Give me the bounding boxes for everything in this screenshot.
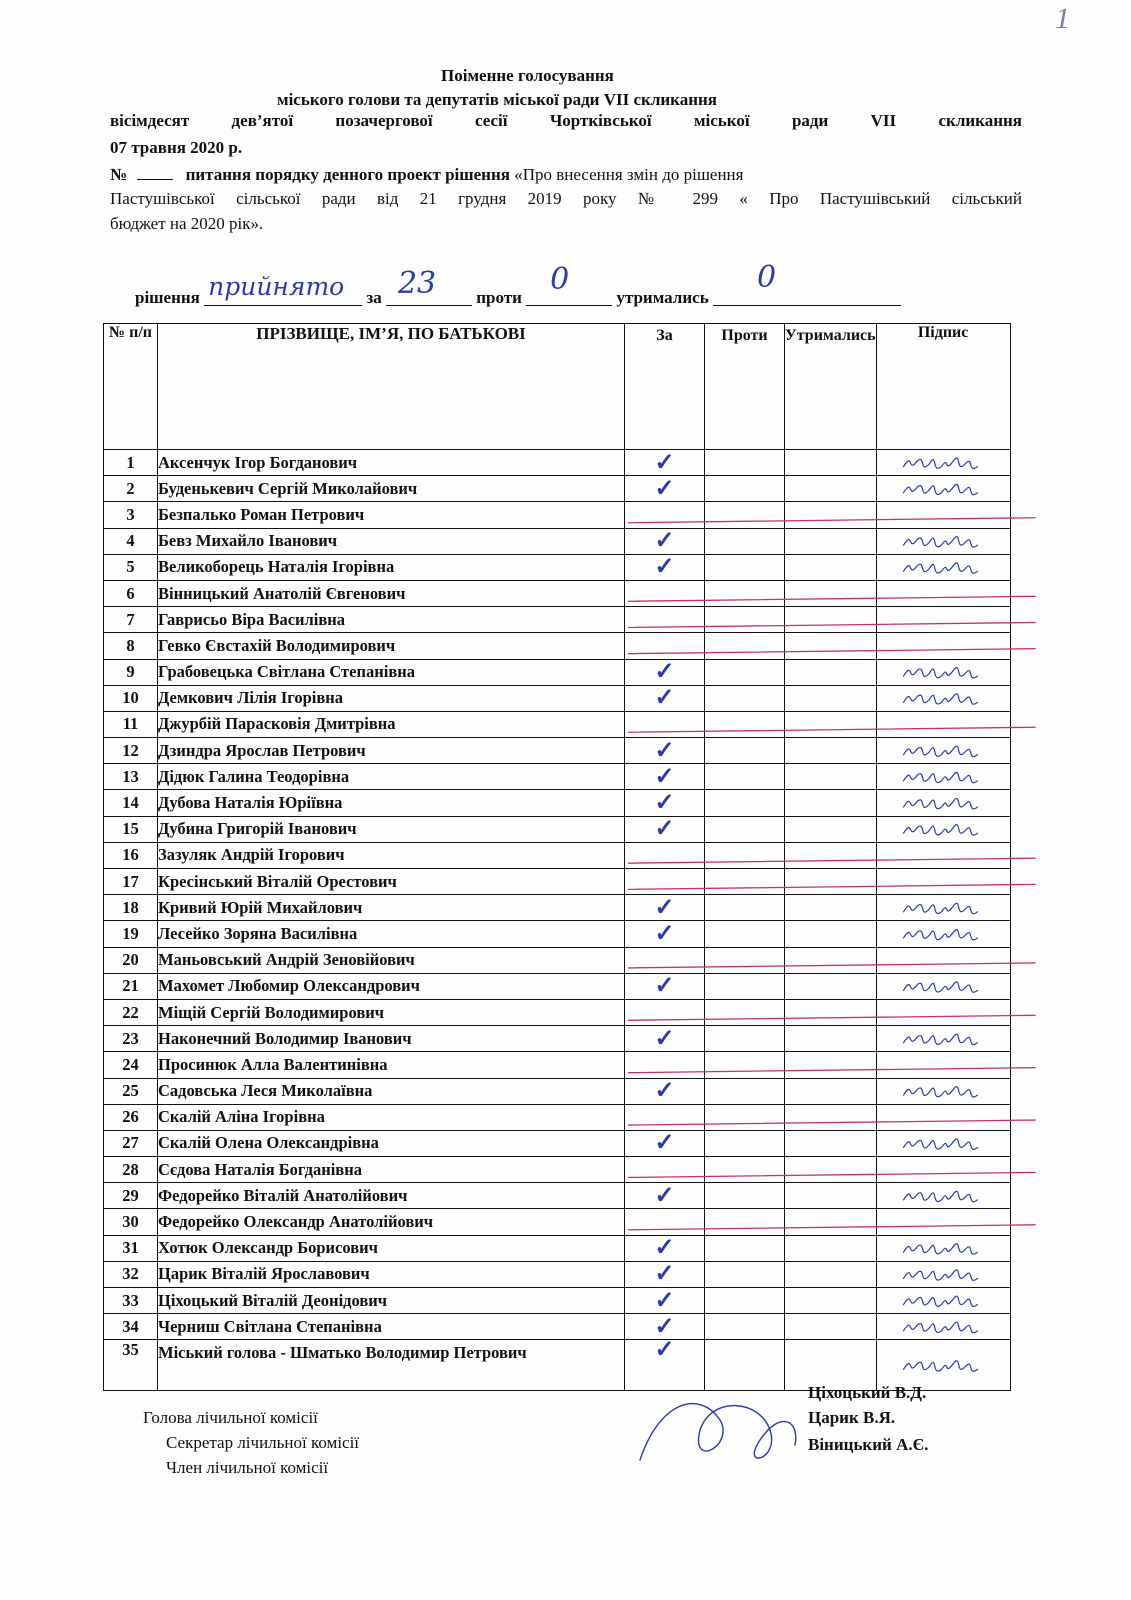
row-name: Скалій Олена Олександрівна: [158, 1130, 625, 1156]
row-vote-for: [625, 947, 705, 973]
row-vote-abstained: [785, 450, 877, 476]
row-vote-against: [705, 1183, 785, 1209]
row-vote-for: ✓: [625, 528, 705, 554]
abstained-count-value: 0: [756, 260, 777, 295]
row-vote-against: [705, 869, 785, 895]
row-vote-abstained: [785, 790, 877, 816]
row-vote-abstained: [785, 1261, 877, 1287]
row-vote-for: ✓: [625, 973, 705, 999]
row-name: Дзиндра Ярослав Петрович: [158, 738, 625, 764]
row-name: Федорейко Олександр Анатолійович: [158, 1209, 625, 1235]
row-name: Безпалько Роман Петрович: [158, 502, 625, 528]
row-name: Грабовецька Світлана Степанівна: [158, 659, 625, 685]
row-signature: [876, 476, 1010, 502]
header-signature: Підпис: [876, 324, 1010, 450]
table-row: [104, 1104, 1011, 1130]
row-vote-abstained: [785, 528, 877, 554]
table-row: [104, 869, 1011, 895]
table-row: [104, 842, 1011, 868]
row-vote-for: ✓: [625, 1078, 705, 1104]
row-vote-for: [625, 711, 705, 737]
row-number: 23: [104, 1026, 158, 1052]
row-vote-abstained: [785, 816, 877, 842]
abstained-label: утримались: [616, 288, 709, 307]
row-signature: [876, 1052, 1010, 1078]
row-vote-for: [625, 607, 705, 633]
decision-label: рішення: [135, 288, 200, 307]
row-vote-abstained: [785, 1314, 877, 1340]
agenda-number-label: №: [110, 165, 128, 184]
row-number: 28: [104, 1157, 158, 1183]
table-row: [104, 633, 1011, 659]
row-vote-against: [705, 999, 785, 1025]
table-row: [104, 607, 1011, 633]
table-row: [104, 659, 1011, 685]
table-row: [104, 580, 1011, 606]
row-number: 6: [104, 580, 158, 606]
row-vote-abstained: [785, 1052, 877, 1078]
agenda-number-blank: [137, 179, 173, 180]
row-vote-for: ✓: [625, 738, 705, 764]
row-vote-against: [705, 1340, 785, 1391]
row-vote-abstained: [785, 607, 877, 633]
row-vote-for: ✓: [625, 450, 705, 476]
row-vote-against: [705, 1078, 785, 1104]
row-vote-against: [705, 1261, 785, 1287]
decision-line: [135, 260, 1015, 308]
row-signature: [876, 764, 1010, 790]
row-number: 9: [104, 659, 158, 685]
row-vote-abstained: [785, 842, 877, 868]
row-number: 20: [104, 947, 158, 973]
row-signature: [876, 1314, 1010, 1340]
table-row: [104, 528, 1011, 554]
row-vote-for: [625, 502, 705, 528]
session-date: 07 травня 2020 р.: [110, 138, 243, 157]
table-row: [104, 502, 1011, 528]
commission-signature: [640, 1404, 796, 1460]
row-vote-abstained: [785, 1130, 877, 1156]
secretary-label: Секретар лічильної комісії: [166, 1433, 360, 1452]
row-vote-for: [625, 1104, 705, 1130]
row-vote-against: [705, 738, 785, 764]
row-vote-against: [705, 1314, 785, 1340]
row-vote-abstained: [785, 1078, 877, 1104]
row-name: Кривий Юрій Михайлович: [158, 895, 625, 921]
row-signature: [876, 685, 1010, 711]
table-row: [104, 973, 1011, 999]
row-vote-for: ✓: [625, 764, 705, 790]
row-signature: [876, 580, 1010, 606]
table-row: [104, 476, 1011, 502]
row-vote-against: [705, 790, 785, 816]
row-name: Скалій Аліна Ігорівна: [158, 1104, 625, 1130]
row-number: 10: [104, 685, 158, 711]
row-vote-abstained: [785, 685, 877, 711]
row-signature: [876, 1235, 1010, 1261]
row-vote-abstained: [785, 999, 877, 1025]
table-row: [104, 1209, 1011, 1235]
against-count-value: 0: [550, 262, 570, 297]
row-vote-against: [705, 1130, 785, 1156]
row-vote-for: ✓: [625, 816, 705, 842]
row-vote-for: ✓: [625, 790, 705, 816]
row-number: 8: [104, 633, 158, 659]
decision-result-field: [204, 272, 362, 306]
row-signature: [876, 816, 1010, 842]
row-vote-for: ✓: [625, 476, 705, 502]
row-number: 16: [104, 842, 158, 868]
header-name: ПРІЗВИЩЕ, ІМ’Я, ПО БАТЬКОВІ: [158, 324, 625, 450]
row-vote-for: [625, 633, 705, 659]
table-row: [104, 790, 1011, 816]
session-line: вісімдесят дев’ятої позачергової сесії Чортківської міської ради VII скликання: [110, 111, 1022, 130]
row-vote-against: [705, 554, 785, 580]
row-name: Бевз Михайло Іванович: [158, 528, 625, 554]
row-signature: [876, 1288, 1010, 1314]
against-label: проти: [476, 288, 522, 307]
row-signature: [876, 554, 1010, 580]
row-signature: [876, 947, 1010, 973]
row-vote-abstained: [785, 895, 877, 921]
row-vote-abstained: [785, 1157, 877, 1183]
row-vote-abstained: [785, 1026, 877, 1052]
row-name: Дубова Наталія Юріївна: [158, 790, 625, 816]
row-name: Садовська Леся Миколаївна: [158, 1078, 625, 1104]
row-signature: [876, 659, 1010, 685]
table-row: [104, 1052, 1011, 1078]
table-row: [104, 1026, 1011, 1052]
row-vote-against: [705, 947, 785, 973]
table-row: [104, 450, 1011, 476]
row-number: 33: [104, 1288, 158, 1314]
row-number: 14: [104, 790, 158, 816]
row-signature: [876, 528, 1010, 554]
row-vote-for: ✓: [625, 1235, 705, 1261]
row-vote-against: [705, 1104, 785, 1130]
row-vote-for: ✓: [625, 1340, 705, 1391]
row-name: Черниш Світлана Степанівна: [158, 1314, 625, 1340]
row-vote-against: [705, 607, 785, 633]
row-signature: [876, 842, 1010, 868]
row-number: 18: [104, 895, 158, 921]
row-vote-against: [705, 528, 785, 554]
agenda-line: [110, 165, 1022, 185]
member-name: Віницький А.Є.: [808, 1435, 929, 1454]
row-vote-against: [705, 1235, 785, 1261]
row-number: 25: [104, 1078, 158, 1104]
row-signature: [876, 1026, 1010, 1052]
for-count-field: [386, 266, 472, 306]
row-vote-for: ✓: [625, 1314, 705, 1340]
row-vote-against: [705, 1157, 785, 1183]
table-row: [104, 1235, 1011, 1261]
row-number: 5: [104, 554, 158, 580]
row-vote-abstained: [785, 633, 877, 659]
vote-table: [103, 323, 1011, 1391]
row-name: Федорейко Віталій Анатолійович: [158, 1183, 625, 1209]
row-name: Просинюк Алла Валентинівна: [158, 1052, 625, 1078]
row-vote-abstained: [785, 659, 877, 685]
document-subtitle: міського голови та депутатів міської ради VII скликання: [277, 90, 717, 109]
vote-table-body: [104, 450, 1011, 1391]
table-row: [104, 895, 1011, 921]
row-vote-abstained: [785, 711, 877, 737]
row-vote-abstained: [785, 1183, 877, 1209]
row-vote-against: [705, 1026, 785, 1052]
row-number: 4: [104, 528, 158, 554]
row-name: Лесейко Зоряна Василівна: [158, 921, 625, 947]
row-number: 27: [104, 1130, 158, 1156]
table-row: [104, 921, 1011, 947]
row-number: 19: [104, 921, 158, 947]
header-abstained: Утримались: [785, 324, 877, 450]
header-for: За: [625, 324, 705, 450]
row-vote-abstained: [785, 1209, 877, 1235]
row-name: Дубина Григорій Іванович: [158, 816, 625, 842]
row-vote-against: [705, 450, 785, 476]
row-name: Зазуляк Андрій Ігорович: [158, 842, 625, 868]
row-number: 7: [104, 607, 158, 633]
row-vote-for: [625, 580, 705, 606]
row-vote-abstained: [785, 973, 877, 999]
row-name: Демкович Лілія Ігорівна: [158, 685, 625, 711]
row-number: 35: [104, 1340, 158, 1391]
chair-label: Голова лічильної комісії: [143, 1408, 318, 1427]
row-vote-for: [625, 1052, 705, 1078]
row-vote-against: [705, 973, 785, 999]
row-number: 3: [104, 502, 158, 528]
row-number: 17: [104, 869, 158, 895]
row-number: 24: [104, 1052, 158, 1078]
row-number: 11: [104, 711, 158, 737]
row-signature: [876, 711, 1010, 737]
secretary-name: Царик В.Я.: [808, 1408, 896, 1427]
row-number: 21: [104, 973, 158, 999]
for-label: за: [366, 288, 382, 307]
row-number: 1: [104, 450, 158, 476]
row-signature: [876, 1104, 1010, 1130]
row-signature: [876, 607, 1010, 633]
row-vote-for: [625, 842, 705, 868]
row-signature: [876, 738, 1010, 764]
row-signature: [876, 999, 1010, 1025]
row-vote-against: [705, 842, 785, 868]
row-name: Джурбій Парасковія Дмитрівна: [158, 711, 625, 737]
row-vote-for: ✓: [625, 1026, 705, 1052]
row-vote-abstained: [785, 1235, 877, 1261]
row-vote-against: [705, 580, 785, 606]
document-title: Поіменне голосування: [441, 66, 614, 85]
row-vote-for: ✓: [625, 1261, 705, 1287]
row-number: 12: [104, 738, 158, 764]
row-vote-against: [705, 895, 785, 921]
table-row: [104, 1078, 1011, 1104]
row-name: Міський голова - Шматько Володимир Петрович: [158, 1340, 625, 1391]
row-signature: [876, 1183, 1010, 1209]
header-against: Проти: [705, 324, 785, 450]
row-vote-abstained: [785, 1288, 877, 1314]
table-row: [104, 1314, 1011, 1340]
row-vote-against: [705, 502, 785, 528]
row-name: Міщій Сергій Володимирович: [158, 999, 625, 1025]
row-number: 26: [104, 1104, 158, 1130]
row-name: Буденькевич Сергій Миколайович: [158, 476, 625, 502]
row-vote-abstained: [785, 554, 877, 580]
row-vote-against: [705, 633, 785, 659]
abstained-count-field: [713, 260, 901, 306]
table-row: [104, 554, 1011, 580]
row-signature: [876, 1157, 1010, 1183]
row-signature: [876, 869, 1010, 895]
row-vote-against: [705, 1288, 785, 1314]
row-name: Дідюк Галина Теодорівна: [158, 764, 625, 790]
row-vote-for: [625, 869, 705, 895]
row-vote-abstained: [785, 580, 877, 606]
for-count-value: 23: [397, 266, 437, 301]
row-vote-abstained: [785, 869, 877, 895]
row-signature: [876, 1209, 1010, 1235]
row-name: Хотюк Олександр Борисович: [158, 1235, 625, 1261]
row-name: Сєдова Наталія Богданівна: [158, 1157, 625, 1183]
row-name: Великоборець Наталія Ігорівна: [158, 554, 625, 580]
row-vote-abstained: [785, 1104, 877, 1130]
row-vote-against: [705, 476, 785, 502]
row-number: 30: [104, 1209, 158, 1235]
row-name: Маньовський Андрій Зеновійович: [158, 947, 625, 973]
row-vote-abstained: [785, 502, 877, 528]
row-vote-abstained: [785, 764, 877, 790]
row-name: Наконечний Володимир Іванович: [158, 1026, 625, 1052]
row-vote-for: [625, 999, 705, 1025]
table-row: [104, 711, 1011, 737]
row-name: Гевко Євстахій Володимирович: [158, 633, 625, 659]
table-header-row: [104, 324, 1011, 450]
row-signature: [876, 1078, 1010, 1104]
row-number: 22: [104, 999, 158, 1025]
row-signature: [876, 1130, 1010, 1156]
row-signature: [876, 633, 1010, 659]
row-vote-for: ✓: [625, 1288, 705, 1314]
table-row: [104, 764, 1011, 790]
row-vote-for: ✓: [625, 685, 705, 711]
row-vote-for: ✓: [625, 1130, 705, 1156]
against-count-field: [526, 262, 612, 306]
table-row: [104, 1183, 1011, 1209]
row-number: 13: [104, 764, 158, 790]
row-vote-abstained: [785, 921, 877, 947]
row-vote-for: [625, 1209, 705, 1235]
row-vote-for: ✓: [625, 659, 705, 685]
row-name: Ціхоцький Віталій Деонідович: [158, 1288, 625, 1314]
agenda-text-2: Пастушівської сільської ради від 21 грудня 2019 року № 299 « Про Пастушівський сільський: [110, 189, 1022, 208]
row-vote-against: [705, 921, 785, 947]
row-vote-against: [705, 764, 785, 790]
row-vote-for: ✓: [625, 895, 705, 921]
chair-name: Ціхоцький В.Д.: [808, 1383, 927, 1402]
page-number: 1: [1055, 2, 1070, 35]
row-name: Махомет Любомир Олександрович: [158, 973, 625, 999]
row-number: 2: [104, 476, 158, 502]
agenda-text-1: «Про внесення змін до рішення: [514, 165, 744, 184]
table-row: [104, 1130, 1011, 1156]
row-name: Аксенчук Ігор Богданович: [158, 450, 625, 476]
row-signature: [876, 921, 1010, 947]
row-vote-for: ✓: [625, 921, 705, 947]
row-vote-abstained: [785, 476, 877, 502]
row-vote-against: [705, 816, 785, 842]
row-name: Гаврисьо Віра Василівна: [158, 607, 625, 633]
table-row: [104, 1288, 1011, 1314]
row-vote-for: ✓: [625, 554, 705, 580]
row-vote-for: ✓: [625, 1183, 705, 1209]
row-signature: [876, 895, 1010, 921]
member-label: Член лічильної комісії: [166, 1458, 329, 1477]
row-signature: [876, 450, 1010, 476]
table-row: [104, 816, 1011, 842]
table-row: [104, 1261, 1011, 1287]
table-row: [104, 947, 1011, 973]
header-number: № п/п: [104, 324, 158, 450]
table-row: [104, 999, 1011, 1025]
row-signature: [876, 1261, 1010, 1287]
row-vote-abstained: [785, 947, 877, 973]
row-vote-for: [625, 1157, 705, 1183]
row-signature: [876, 973, 1010, 999]
table-row: [104, 685, 1011, 711]
row-name: Вінницький Анатолій Євгенович: [158, 580, 625, 606]
row-signature: [876, 502, 1010, 528]
table-row: [104, 738, 1011, 764]
row-name: Царик Віталій Ярославович: [158, 1261, 625, 1287]
row-vote-against: [705, 1052, 785, 1078]
row-vote-against: [705, 711, 785, 737]
row-signature: [876, 790, 1010, 816]
row-vote-against: [705, 659, 785, 685]
row-number: 34: [104, 1314, 158, 1340]
row-number: 29: [104, 1183, 158, 1209]
agenda-text-3: бюджет на 2020 рік».: [110, 214, 264, 233]
decision-result-value: прийнято: [208, 272, 345, 301]
table-row: [104, 1157, 1011, 1183]
row-number: 32: [104, 1261, 158, 1287]
row-vote-abstained: [785, 738, 877, 764]
row-number: 31: [104, 1235, 158, 1261]
row-vote-against: [705, 1209, 785, 1235]
row-vote-against: [705, 685, 785, 711]
row-name: Кресінський Віталій Орестович: [158, 869, 625, 895]
row-number: 15: [104, 816, 158, 842]
agenda-item-label: питання порядку денного проект рішення: [185, 165, 510, 184]
